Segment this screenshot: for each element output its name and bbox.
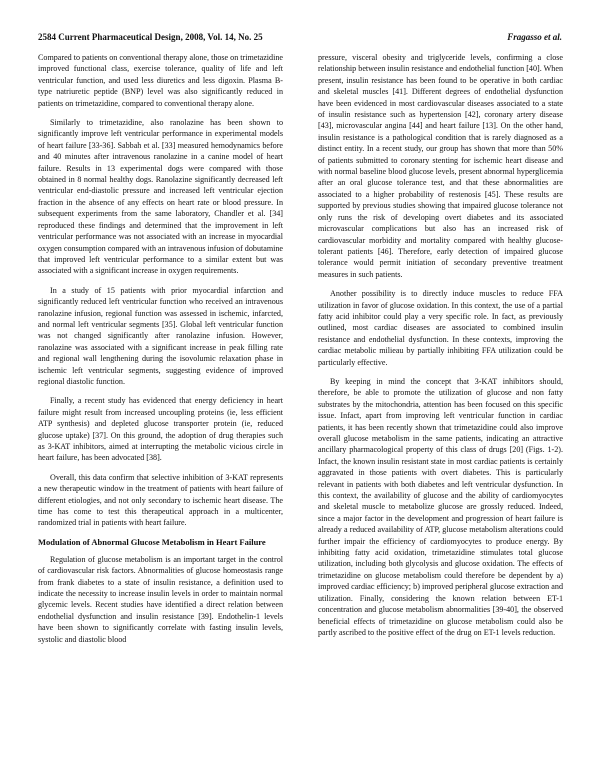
paragraph: By keeping in mind the concept that 3-KAT inhibitors should, therefore, be able to promote the utilization of glucose and non fatty substrates by the mitochondria, attention has been focused on this specific issue. Infact, apart from improving left ventricular function in cardiac patients, it has been recently shown that trimetazidine could also improve overall glucose metabolism in the same patients, indicating an attractive ancillary pharmacological property of this class of drugs [20] (Figs. 1-2). Infact, the known insulin resistant state in most cardiac patients is certainly aggravated in those patients with overt diabetes. This is particularly relevant in patients with both diabetes and left ventricular dysfunction. In this context, the availability of glucose and the ability of cardiomyocytes and skeletal muscle to metabolize glucose are grossly reduced. Indeed, since a major factor in the development and progression of heart failure is already a reduced availability of ATP, glucose metabolism alterations could further impair the efficiency of cardiomyocytes to produce energy. By inhibiting fatty acid oxidation, trimetazidine stimulates total glucose utilization, including both glycolysis and glucose oxidation. The effects of trimetazidine on glucose metabolism could therefore be dependent by a) improved cardiac efficiency; b) improved peripheral glucose extraction and utilization. Finally, considering the known relation between ET-1 concentration and glucose metabolism abnormalities [39-40], the observed beneficial effects of trimetazidine on glucose metabolism could also be partly ascribed to the positive effect of the drug on ET-1 levels reduction. [318,376,563,637]
running-header [38,32,562,46]
paragraph: Overall, this data confirm that selective inhibition of 3-KAT represents a new therapeutic window in the treatment of patients with heart failure of different etiologies, and not only secondary to ischemic heart disease. The time has come to test this therapeutical approach in a multicenter, randomized trial in patients with heart failure. [38,472,283,528]
paragraph: Compared to patients on conventional therapy alone, those on trimetazidine improved functional class, exercise tolerance, quality of life and left ventricular function, and used less diuretics and less digoxin. Plasma B-type natriuretic peptide (BNP) level was also significantly reduced in patients on trimetazidine, compared to conventional therapy alone. [38,53,283,108]
paragraph: Another possibility is to directly induce muscles to reduce FFA utilization in favor of glucose oxidation. In this context, the use of a partial fatty acid inhibitor could play a very specific role. In fact, as previously outlined, most cardiac diseases are associated to combined insulin resistance and endothelial dysfunction. In these contexts, improving the cardiac metabolic milieau by partially inhibiting FFA utilization could be particularly effective. [318,289,563,367]
paragraph: Regulation of glucose metabolism is an important target in the control of cardiovascular risk factors. Abnormalities of glucose homeostasis range from frank diabetes to a state of insulin resistance, a definition used to indicate the necessity to increase insulin levels in order to maintain normal glycemic levels. Recent studies have identified a direct relation between endothelial dysfunction and insulin resistance [39]. Endothelin-1 levels have been shown to significantly correlate with fasting insulin levels, systolic and diastolic blood [38,554,283,644]
paragraph: Finally, a recent study has evidenced that energy deficiency in heart failure might result from increased uncoupling proteins (ie, less efficient ATP synthesis) and depleted glucose transporter protein (ie, reduced glucose uptake) [37]. On this ground, the adoption of drug therapies such as 3-KAT inhibitors, aimed at interrupting the metabolic vicious circle in heart failure, has been advocated [38]. [38,396,283,463]
paragraph: In a study of 15 patients with prior myocardial infarction and significantly reduced left ventricular function who received an intravenous ranolazine infusion, regional function was assessed in ischemic, infarcted, and normal left ventricular segments [35]. Global left ventricular function was not changed significantly after ranolazine infusion. However, ranolazine was associated with a significant increase in peak filling rate and regional wall lengthening during the isovolumic relaxation phase in ischemic left ventricular segments, suggesting evidence of improved regional diastolic function. [38,285,283,386]
right-column [318,52,563,646]
paragraph: pressure, visceral obesity and triglyceride levels, confirming a close relationship between insulin resistance and endothelial function [40]. When present, insulin resistance has been found to be operative in both cardiac and skeletal muscles [41]. Different degrees of endothelial dysfunction have been evidenced in most cardiovascular diseases associated to a state of insulin resistance such as hypertension [42], coronary artery disease [43], microvascular angina [44] and heart failure [13]. On the other hand, insulin resistance is a pathological condition that is rarely diagnosed as a distinct entity. In a recent study, our group has shown that more than 50% of patients submitted to coronary stenting for ischemic heart disease and with normal baseline blood glucose levels, present abnormal hyperglicemia after an oral glucose tolerance test, and that these abnormalities are associated to a higher probability of restenosis [45]. These results are supported by previous studies showing that impaired glucose tolerance not only runs the risk of developing overt diabetes and its associated microvascular complications but also has an increased risk of cardiovascular morbidity and mortality compared with healthy glucose-tolerant patients [46]. Therefore, early detection of impaired glucose tolerance would permit initiation of secondary preventive treatment measures in such patients. [318,53,563,279]
journal-citation: 2584 Current Pharmaceutical Design, 2008, Vol. 14, No. 25 [38,32,263,42]
left-column [38,52,283,653]
author-running-title: Fragasso et al. [507,32,562,42]
paragraph: Similarly to trimetazidine, also ranolazine has been shown to significantly improve left ventricular performance in experimental models of heart failure [33-36]. Sabbah et al. [33] measured hemodynamics before and 40 minutes after intravenous ranolazine in a canine model of heart failure. Results in 13 experimental dogs were compared with those obtained in 8 normal healthy dogs. Ranolazine significantly decreased left ventricular end-diastolic pressure and increased left ventricular ejection fraction in the absence of any effects on heart rate or blood pressure. In subsequent experiments from the same laboratory, Chandler et al. [34] reproduced these findings and determined that the improvement in left ventricular performance was not associated with an increase in myocardial oxygen consumption compared with an intravenous infusion of dobutamine that improved left ventricular performance to a similar extent but was associated with a significant increase in oxygen requirements. [38,118,284,276]
section-heading: Modulation of Abnormal Glucose Metabolism in Heart Failure [38,536,266,547]
